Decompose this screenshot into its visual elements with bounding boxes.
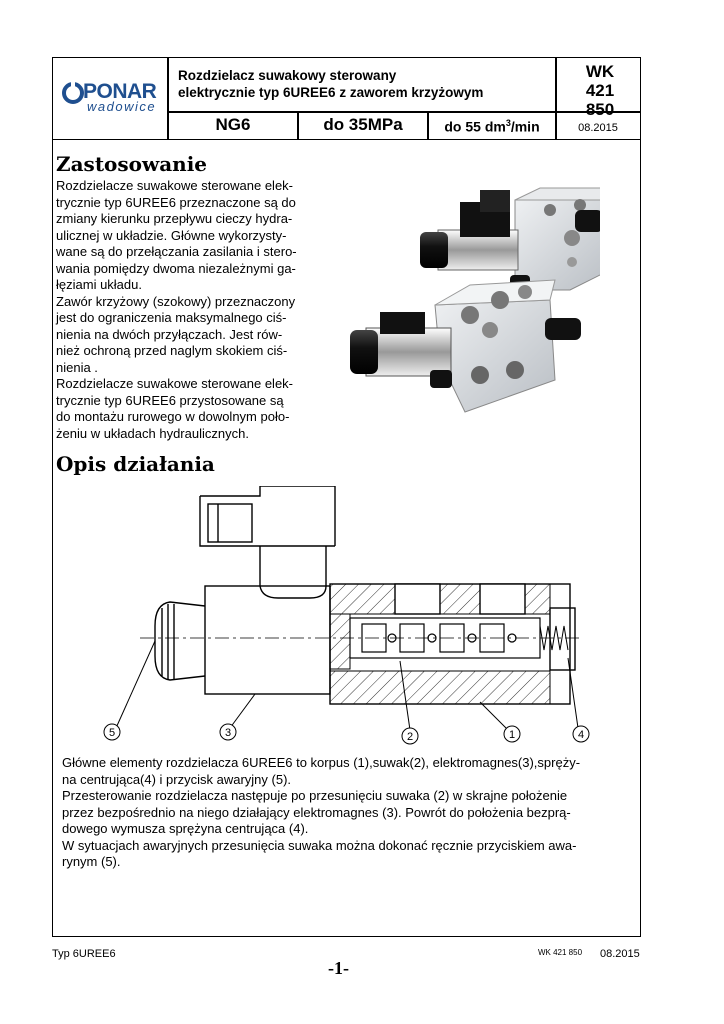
section-heading-application: Zastosowanie (56, 152, 208, 176)
pressure-cell (297, 111, 429, 140)
flow-sup: 3 (505, 118, 511, 128)
page-number: -1- (328, 958, 349, 978)
text-line: zmiany kierunku przepływu cieczy hydra- (56, 211, 293, 226)
text-line: nież ochroną przed naglym skokiem ciś- (56, 343, 288, 358)
text-line: na centrująca(4) i przycisk awaryjny (5). (62, 771, 292, 787)
text-line: dowego wymusza sprężyna centrująca (4). (62, 821, 309, 836)
text-line: Zawór krzyżowy (szokowy) przeznaczony (56, 293, 296, 309)
date-cell (555, 111, 641, 140)
text-line: Rozdzielacze suwakowe sterowane elek- (56, 178, 294, 193)
header-table (52, 57, 641, 140)
wk-number: 421 850 (585, 81, 615, 119)
ponar-logo-icon (61, 81, 85, 105)
flow-prefix: do 55 dm (444, 118, 506, 135)
text-line: jest do ograniczenia maksymalnego ciś- (56, 310, 287, 325)
document-title (178, 67, 483, 101)
text-line: trycznie typ 6UREE6 przystosowane są (56, 392, 284, 408)
wk-cell (555, 57, 641, 119)
text-line: trycznie typ 6UREE6 przeznaczone są do (56, 194, 296, 210)
text-line: nienia na dwóch przyłączach. Jest rów- (56, 326, 283, 342)
header-date: 08.2015 (578, 122, 618, 134)
brand-subtitle: wadowice (87, 99, 157, 114)
application-text (56, 178, 297, 442)
callout-3: 3 (224, 727, 232, 739)
title-line-1: Rozdzielacz suwakowy sterowany (178, 68, 397, 83)
cross-section-drawing (100, 486, 600, 746)
max-flow (428, 118, 556, 135)
callout-2: 2 (406, 731, 414, 743)
wk-label: WK (585, 62, 615, 81)
text-line: żeniu w układach hydraulicznych. (56, 425, 249, 441)
title-line-2: elektrycznie typ 6UREE6 z zaworem krzyżowym (178, 85, 484, 100)
text-line: wane są do przełączania zasilania i stero- (56, 244, 297, 259)
callout-4: 4 (577, 729, 585, 741)
flow-suffix: /min (510, 118, 540, 135)
section-heading-operation: Opis działania (56, 452, 215, 476)
text-line: wania pomiędzy dwoma niezależnymi ga- (56, 260, 296, 276)
operation-text (62, 755, 580, 871)
text-line: rynym (5). (62, 854, 121, 869)
callout-5: 5 (108, 727, 116, 739)
title-cell (167, 57, 557, 113)
footer-date: 08.2015 (600, 948, 640, 960)
footer-type: Typ 6UREE6 (52, 948, 116, 960)
callout-1: 1 (508, 729, 516, 741)
text-line: ulicznej w układzie. Główne wykorzysty- (56, 227, 287, 243)
text-line: do montażu rurowego w dowolnym poło- (56, 409, 290, 424)
flow-cell (427, 111, 557, 140)
text-line: przez bezpośrednio na niego działający elektromagnes (3). Powrót do położenia bezprą- (62, 804, 571, 820)
ng-cell (167, 111, 299, 140)
footer-doc-number: WK 421 850 (538, 948, 583, 957)
logo-cell (52, 57, 169, 140)
text-line: Rozdzielacze suwakowe sterowane elek- (56, 376, 294, 391)
text-line: Główne elementy rozdzielacza 6UREE6 to korpus (1),suwak(2), elektromagnes(3),spręży- (62, 755, 581, 770)
max-pressure: do 35MPa (323, 115, 403, 134)
product-photo (340, 180, 600, 420)
text-line: łęziami układu. (56, 277, 142, 292)
text-line: W sytuacjach awaryjnych przesunięcia suwaka można dokonać ręcznie przyciskiem awa- (62, 837, 577, 853)
text-line: Przesterowanie rozdzielacza następuje po przesunięciu suwaka (2) w skrajne położenie (62, 788, 568, 803)
brand-name: PONAR (83, 80, 157, 103)
text-line: nienia . (56, 359, 98, 375)
nominal-size: NG6 (215, 115, 251, 134)
